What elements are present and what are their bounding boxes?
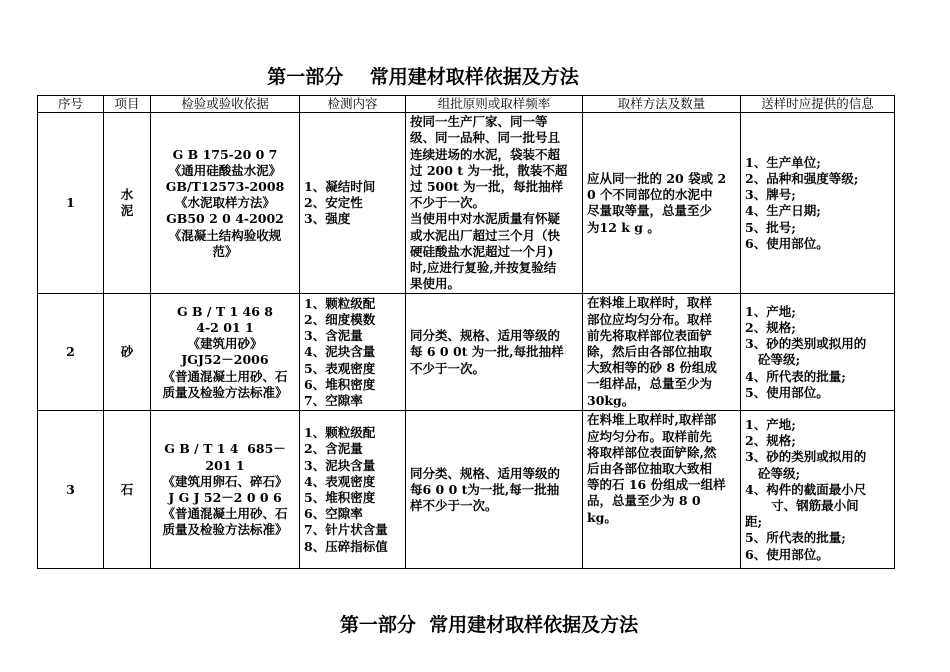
basis-line: G B 175-20 0 7 [172, 146, 278, 162]
method-line: 除，然后由各部位抽取 [587, 344, 713, 360]
content-line: 5、表观密度 [304, 360, 376, 376]
col-header-content: 检测内容 [300, 96, 406, 113]
basis-line: GB50 2 0 4-2002 [166, 211, 284, 227]
col-header-no: 序号 [38, 96, 104, 113]
content-line: 5、堆积密度 [304, 489, 376, 505]
info-line: 1、产地; [745, 417, 796, 433]
batch-line: 不少于一次。 [410, 195, 486, 211]
info-line: 2、规格; [745, 320, 796, 336]
method-line: 部位应均匀分布。取样 [587, 311, 713, 327]
cell-basis [151, 113, 300, 294]
batch-line: 连续进场的水泥，袋装不超 [410, 146, 561, 162]
cell-no: 3 [38, 411, 104, 569]
info-line: 5、所代表的批量; [745, 530, 846, 546]
info-line: 3、砂的类别或拟用的 [745, 336, 867, 352]
info-line: 2、品种和强度等级; [745, 170, 859, 186]
basis-line: 201 1 [205, 457, 245, 473]
method-line: 品，总量至少为 8 0 [587, 493, 701, 509]
basis-line: GB/T12573-2008 [165, 179, 285, 195]
cell-info [741, 113, 895, 294]
content-line: 1、凝结时间 [304, 179, 376, 195]
method-line: kg。 [587, 509, 617, 525]
basis-line: 《混凝土结构验收规 [168, 227, 282, 243]
info-line: 2、规格; [745, 433, 796, 449]
basis-line: 范》 [212, 243, 238, 259]
cell-no: 2 [38, 294, 104, 411]
cell-content [300, 411, 406, 569]
info-line: 5、使用部位。 [745, 384, 829, 400]
method-line: 一组样品，总量至少为 [587, 376, 713, 392]
method-line: 30kg。 [587, 392, 635, 408]
method-line: 应均匀分布。取样前先 [587, 428, 713, 444]
content-line: 6、空隙率 [304, 506, 363, 522]
info-line: 1、生产单位; [745, 154, 821, 170]
content-line: 6、堆积密度 [304, 376, 376, 392]
info-line: 寸、钢筋最小间 [745, 498, 859, 514]
cell-method [583, 113, 741, 294]
content-line: 3、强度 [304, 211, 351, 227]
info-line: 3、砂的类别或拟用的 [745, 449, 867, 465]
col-header-item: 项目 [104, 96, 151, 113]
cell-basis [151, 294, 300, 411]
cell-batch [406, 294, 583, 411]
info-line: 3、牌号; [745, 187, 796, 203]
content-line: 2、含泥量 [304, 441, 363, 457]
batch-line: 或水泥出厂超过三个月（快 [410, 227, 561, 243]
cell-basis [151, 411, 300, 569]
content-line: 8、压碎指标值 [304, 538, 388, 554]
info-line: 4、构件的截面最小尺 [745, 481, 867, 497]
content-line: 7、针片状含量 [304, 522, 388, 538]
batch-line: 硬硅酸盐水泥超过一个月) [410, 243, 554, 259]
cell-info [741, 411, 895, 569]
batch-line: 样不少于一次。 [410, 498, 498, 514]
col-header-basis: 检验或验收依据 [151, 96, 300, 113]
sampling-table [37, 95, 895, 569]
page-title: 第一部分 常用建材取样依据及方法 [267, 66, 579, 88]
content-line: 2、安定性 [304, 195, 363, 211]
basis-line: 质量及检验方法标准》 [162, 384, 288, 400]
method-line: 尽量取等量，总量至少 [587, 203, 713, 219]
info-line: 砼等级; [745, 465, 801, 481]
method-line: 在料堆上取样时，取样 [587, 295, 713, 311]
method-line: 在料堆上取样时,取样部 [587, 412, 717, 428]
table-row [38, 294, 895, 411]
content-line: 4、表观密度 [304, 473, 376, 489]
basis-line: 质量及检验方法标准》 [162, 522, 288, 538]
method-line: 大致相等的砂 8 份组成 [587, 360, 717, 376]
method-line: 为12 k g 。 [587, 219, 660, 235]
cell-batch [406, 113, 583, 294]
col-header-batch: 组批原则或取样频率 [406, 96, 583, 113]
cell-content [300, 294, 406, 411]
col-header-method: 取样方法及数量 [583, 96, 741, 113]
basis-line: G B / T 1 4 685－ [164, 441, 286, 457]
basis-line: 《水泥取样方法》 [174, 195, 275, 211]
basis-line: JGJ52－2006 [181, 352, 269, 368]
batch-line: 过 500t 为一批，每批抽样 [410, 179, 564, 195]
info-line: 4、所代表的批量; [745, 368, 846, 384]
batch-line: 时,应进行复验,并按复验结 [410, 260, 557, 276]
batch-line: 果使用。 [410, 276, 461, 292]
info-line: 6、使用部位。 [745, 546, 829, 562]
content-line: 1、颗粒级配 [304, 295, 376, 311]
table-row [38, 411, 895, 569]
cell-info [741, 294, 895, 411]
info-line: 砼等级; [745, 352, 801, 368]
content-line: 4、泥块含量 [304, 344, 376, 360]
batch-line: 级、同一品种、同一批号且 [410, 130, 561, 146]
cell-content [300, 113, 406, 294]
batch-line: 同分类、规格、适用等级的 [410, 328, 561, 344]
method-line: 等的石 16 份组成一组样 [587, 477, 726, 493]
batch-line: 每6 0 0 t为一批,每一批抽 [410, 481, 560, 497]
batch-line: 同分类、规格、适用等级的 [410, 465, 561, 481]
method-line: 前先将取样部位表面铲 [587, 327, 713, 343]
cell-item: 砂 [104, 294, 151, 411]
info-line: 距; [745, 514, 763, 530]
info-line: 5、批号; [745, 219, 796, 235]
info-line: 6、使用部位。 [745, 235, 829, 251]
basis-line: 《通用硅酸盐水泥》 [168, 162, 282, 178]
cell-no: 1 [38, 113, 104, 294]
basis-line: 《普通混凝土用砂、石 [162, 368, 288, 384]
cell-item: 石 [104, 411, 151, 569]
batch-line: 当使用中对水泥质量有怀疑 [410, 211, 561, 227]
content-line: 7、空隙率 [304, 392, 363, 408]
cell-item: 水 泥 [104, 113, 151, 294]
basis-line: 《普通混凝土用砂、石 [162, 506, 288, 522]
basis-line: J G J 52－2 0 0 6 [168, 489, 282, 505]
cell-batch [406, 411, 583, 569]
cell-method [583, 411, 741, 569]
page-title-repeat: 第一部分 常用建材取样依据及方法 [339, 614, 639, 636]
method-line: 将取样部位表面铲除,然 [587, 444, 717, 460]
batch-line: 过 200 t 为一批，散装不超 [410, 162, 568, 178]
table-row [38, 113, 895, 294]
batch-line: 按同一生产厂家、同一等 [410, 114, 548, 130]
method-line: 应从同一批的 20 袋或 2 [587, 170, 727, 186]
content-line: 3、含泥量 [304, 328, 363, 344]
method-line: 后由各部位抽取大致相 [587, 461, 713, 477]
batch-line: 每 6 0 0t 为一批,每批抽样 [410, 344, 564, 360]
content-line: 1、颗粒级配 [304, 425, 376, 441]
basis-line: G B / T 1 46 8 [176, 303, 273, 319]
basis-line: 《建筑用卵石、碎石》 [162, 473, 288, 489]
batch-line: 不少于一次。 [410, 360, 486, 376]
cell-method [583, 294, 741, 411]
col-header-info: 送样时应提供的信息 [741, 96, 895, 113]
content-line: 2、细度模数 [304, 311, 376, 327]
basis-line: 4-2 01 1 [196, 320, 254, 336]
header-row [38, 96, 895, 113]
method-line: 0 个不同部位的水泥中 [587, 187, 713, 203]
info-line: 4、生产日期; [745, 203, 821, 219]
info-line: 1、产地; [745, 303, 796, 319]
basis-line: 《建筑用砂》 [187, 336, 263, 352]
content-line: 3、泥块含量 [304, 457, 376, 473]
